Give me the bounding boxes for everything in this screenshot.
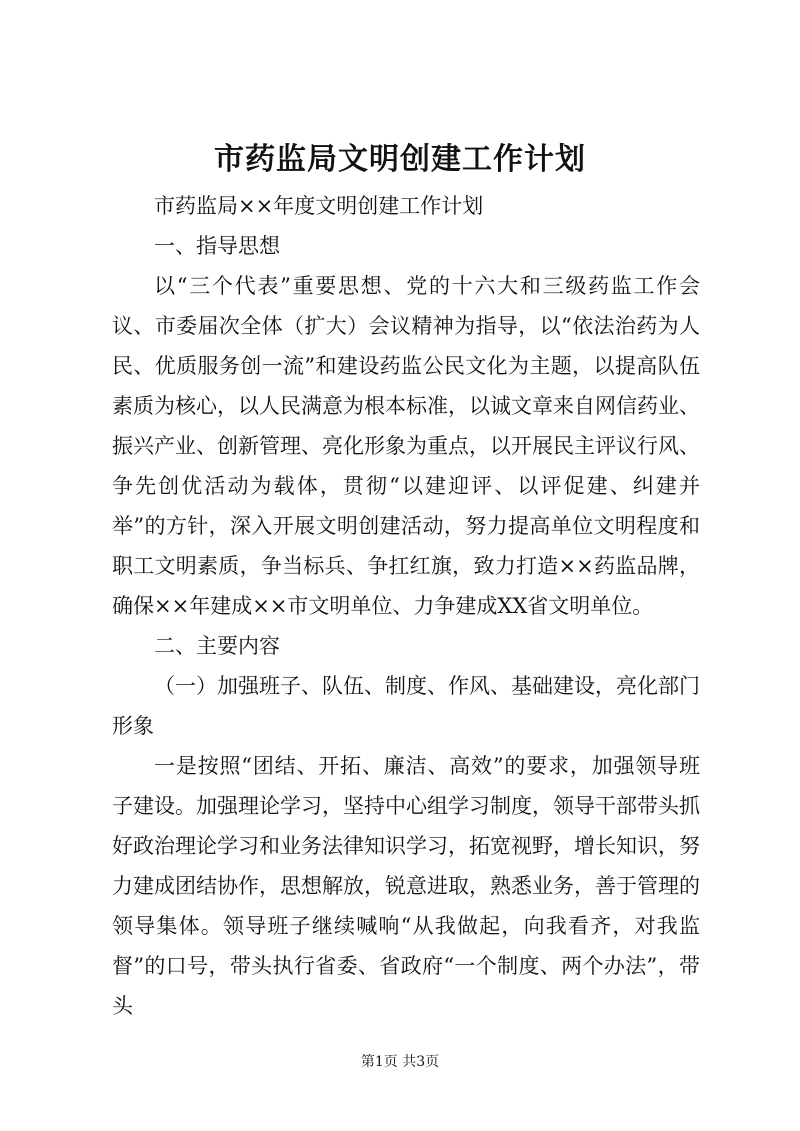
subsection-heading-1: （一）加强班子、队伍、制度、作风、基础建设，亮化部门形象 [112,674,700,738]
document-body [112,186,700,1026]
document-title: 市药监局文明创建工作计划 [214,142,586,177]
subtitle-paragraph: 市药监局××年度文明创建工作计划 [154,194,484,218]
section-heading-main-content: 二、主要内容 [154,634,280,658]
page-number-footer: 第1页 共3页 [360,1054,440,1070]
section-heading-guiding-ideology: 一、指导思想 [154,234,280,258]
body-paragraph-leadership: 一是按照“团结、开拓、廉洁、高效”的要求，加强领导班子建设。加强理论学习，坚持中心组学习制度，领导干部带头抓好政治理论学习和业务法律知识学习，拓宽视野，增长知识，努力建成团结协作，思想解放，锐意进取，熟悉业务，善于管理的领导集体。领导班子继续喊响“从我做起，向我看齐，对我监督”的口号，带头执行省委、省政府“一个制度、两个办法”，带头 [112,754,700,1018]
body-paragraph-guiding-ideology: 以“三个代表”重要思想、党的十六大和三级药监工作会议、市委届次全体（扩大）会议精神为指导，以“依法治药为人民、优质服务创一流”和建设药监公民文化为主题，以提高队伍素质为核心，以人民满意为根本标准，以诚文章来自网信药业、振兴产业、创新管理、亮化形象为重点，以开展民主评议行风、争先创优活动为载体，贯彻“以建迎评、以评促建、纠建并举”的方针，深入开展文明创建活动，努力提高单位文明程度和职工文明素质，争当标兵、争扛红旗，致力打造××药监品牌，确保××年建成××市文明单位、力争建成XX省文明单位。 [112,274,700,618]
